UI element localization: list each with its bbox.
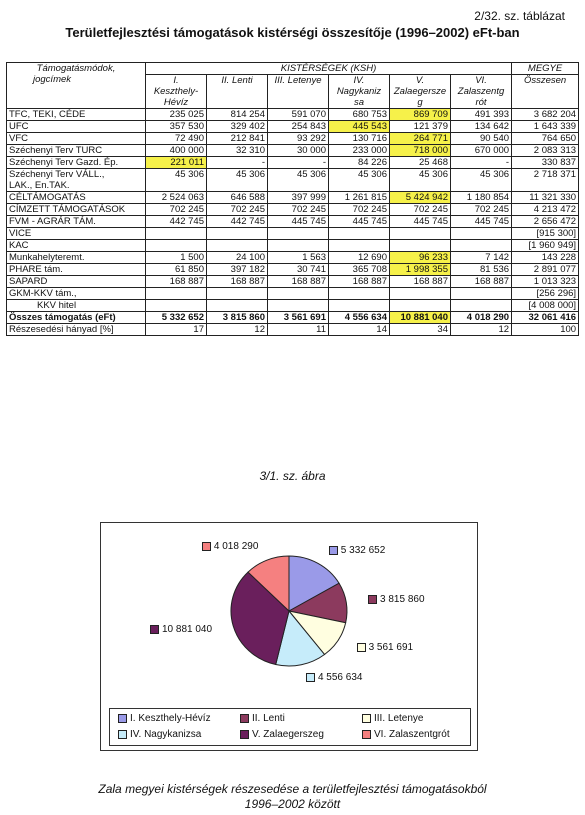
table-cell: 445 745 — [329, 216, 390, 228]
table-cell: 702 245 — [268, 204, 329, 216]
table-cell: 235 025 — [146, 109, 207, 121]
table-row — [7, 324, 579, 336]
table-cell: 134 642 — [451, 121, 512, 133]
table-cell: 32 061 416 — [512, 312, 579, 324]
table-cell: 212 841 — [207, 133, 268, 145]
table-cell: 1 013 323 — [512, 276, 579, 288]
column-header-line — [207, 86, 268, 97]
table-cell: 233 000 — [329, 145, 390, 157]
legend-item — [240, 729, 324, 740]
table-cell: 4 556 634 — [329, 312, 390, 324]
table-cell: 12 — [207, 324, 268, 336]
pie-chart — [100, 522, 478, 751]
row-label-text: GKM-KKV tám., — [9, 288, 77, 299]
table-row — [7, 145, 579, 157]
table-cell: - — [451, 157, 512, 169]
table-cell: 2 524 063 — [146, 192, 207, 204]
row-label — [7, 312, 146, 324]
table-row — [7, 192, 579, 204]
table-cell: 4 213 472 — [512, 204, 579, 216]
row-label — [7, 300, 146, 312]
table-cell: 221 011 — [146, 157, 207, 169]
table-row — [7, 216, 579, 228]
table-cell: 3 561 691 — [268, 312, 329, 324]
legend-item — [240, 713, 285, 724]
column-header-line — [512, 86, 579, 97]
table-cell — [390, 288, 451, 300]
table-cell: 400 000 — [146, 145, 207, 157]
row-label-text: SAPARD — [9, 276, 48, 287]
table-cell: 397 999 — [268, 192, 329, 204]
table-cell — [268, 288, 329, 300]
row-label — [7, 169, 146, 192]
table-row — [7, 121, 579, 133]
table-cell: 72 490 — [146, 133, 207, 145]
legend-item — [362, 713, 423, 724]
column-header-line — [512, 97, 579, 109]
table-cell: 34 — [390, 324, 451, 336]
row-label — [7, 264, 146, 276]
group-header: KISTÉRSÉGEK (KSH) — [146, 63, 512, 75]
table-cell: 1 180 854 — [451, 192, 512, 204]
table-cell: 84 226 — [329, 157, 390, 169]
table-cell: 45 306 — [329, 169, 390, 192]
bottom-caption-line-1: Zala megyei kistérségek részesedése a területfejlesztési támogatásokból — [98, 782, 487, 796]
table-cell: 3 815 860 — [207, 312, 268, 324]
table-cell: 45 306 — [390, 169, 451, 192]
table-row — [7, 109, 579, 121]
pie-data-label-text: 4 556 634 — [317, 672, 363, 684]
column-header-line: V. — [390, 75, 451, 87]
table-cell: 702 245 — [390, 204, 451, 216]
pie-svg — [101, 523, 477, 703]
table-cell — [451, 300, 512, 312]
table-cell: 81 536 — [451, 264, 512, 276]
table-row — [7, 240, 579, 252]
table-cell: 670 000 — [451, 145, 512, 157]
row-label — [7, 252, 146, 264]
table-row — [7, 312, 579, 324]
legend-label: IV. Nagykanizsa — [130, 729, 202, 740]
column-header-line: VI. — [451, 75, 512, 87]
legend-item — [118, 713, 211, 724]
table-cell: 11 — [268, 324, 329, 336]
table-cell: 330 837 — [512, 157, 579, 169]
label-swatch — [202, 542, 211, 551]
table-cell — [146, 240, 207, 252]
pie-data-label — [329, 545, 386, 556]
table-row — [7, 288, 579, 300]
table-cell: 3 682 204 — [512, 109, 579, 121]
table-cell: 445 745 — [451, 216, 512, 228]
table-cell: 442 745 — [207, 216, 268, 228]
table-cell: 2 718 371 — [512, 169, 579, 192]
table-cell: 100 — [512, 324, 579, 336]
table-cell: 11 321 330 — [512, 192, 579, 204]
table-cell: [1 960 949] — [512, 240, 579, 252]
table-row — [7, 264, 579, 276]
head-label-line-2: jogcímek — [33, 74, 72, 85]
table-cell — [451, 228, 512, 240]
column-header-line: Keszthely- — [146, 86, 207, 97]
pie-data-label-text: 5 332 652 — [340, 545, 386, 557]
table-cell: 491 393 — [451, 109, 512, 121]
row-label — [7, 288, 146, 300]
table-cell: 365 708 — [329, 264, 390, 276]
legend-label: VI. Zalaszentgrót — [374, 729, 450, 740]
table-cell: 45 306 — [207, 169, 268, 192]
table-cell: 2 656 472 — [512, 216, 579, 228]
table-cell — [268, 228, 329, 240]
table-cell: 869 709 — [390, 109, 451, 121]
table-cell: 814 254 — [207, 109, 268, 121]
table-cell — [207, 288, 268, 300]
table-cell: 264 771 — [390, 133, 451, 145]
chart-legend — [109, 708, 471, 746]
table-cell: 121 379 — [390, 121, 451, 133]
pie-data-label-text: 4 018 290 — [213, 541, 259, 553]
row-label — [7, 192, 146, 204]
label-swatch — [368, 595, 377, 604]
label-swatch — [357, 643, 366, 652]
pie-data-label-text: 10 881 040 — [161, 623, 213, 635]
table-row — [7, 252, 579, 264]
table-cell: 357 530 — [146, 121, 207, 133]
column-header-line: Nagykaniz — [329, 86, 390, 97]
table-cell: 143 228 — [512, 252, 579, 264]
table-row — [7, 169, 579, 192]
head-label-line-1: Támogatásmódok, — [36, 63, 116, 74]
table-cell: 702 245 — [146, 204, 207, 216]
legend-item — [118, 729, 201, 740]
megye-header: MEGYE — [512, 63, 579, 75]
table-cell: 702 245 — [207, 204, 268, 216]
table-cell — [451, 240, 512, 252]
row-label — [7, 133, 146, 145]
legend-swatch — [362, 714, 371, 723]
column-header-line: III. Letenye — [268, 75, 329, 87]
table-cell: 168 887 — [146, 276, 207, 288]
label-swatch — [150, 625, 159, 634]
row-label — [7, 204, 146, 216]
row-label — [7, 145, 146, 157]
table-head-label — [7, 63, 146, 109]
table-cell: 61 850 — [146, 264, 207, 276]
table-row — [7, 133, 579, 145]
table-cell: 45 306 — [146, 169, 207, 192]
column-header-line: g — [390, 97, 451, 109]
pie-data-label — [150, 624, 212, 635]
table-cell: 5 332 652 — [146, 312, 207, 324]
legend-label: II. Lenti — [252, 713, 285, 724]
table-cell: 1 643 339 — [512, 121, 579, 133]
column-header-line — [268, 97, 329, 109]
legend-swatch — [240, 730, 249, 739]
legend-swatch — [118, 730, 127, 739]
row-label-text: TFC, TEKI, CÉDE — [9, 109, 86, 120]
legend-swatch — [362, 730, 371, 739]
column-header-line: Zalaszentg — [451, 86, 512, 97]
column-header-line: II. Lenti — [207, 75, 268, 87]
table-cell: 254 843 — [268, 121, 329, 133]
table-cell: 7 142 — [451, 252, 512, 264]
row-label — [7, 276, 146, 288]
table-cell: 397 182 — [207, 264, 268, 276]
table-cell: 1 261 815 — [329, 192, 390, 204]
summary-table — [6, 62, 579, 336]
table-cell: 12 — [451, 324, 512, 336]
table-cell: 168 887 — [268, 276, 329, 288]
page-title: Területfejlesztési támogatások kistérségi összesítője (1996–2002) eFt-ban — [65, 25, 520, 40]
table-cell: 168 887 — [329, 276, 390, 288]
row-label — [7, 324, 146, 336]
table-cell — [329, 228, 390, 240]
row-label — [7, 228, 146, 240]
column-header-line — [207, 97, 268, 109]
table-cell — [146, 228, 207, 240]
table-cell: - — [268, 157, 329, 169]
row-label-text: CÉLTÁMOGATÁS — [9, 192, 86, 203]
pie-data-label-text: 3 815 860 — [380, 594, 425, 606]
pie-data-label — [357, 642, 414, 653]
table-cell: 702 245 — [451, 204, 512, 216]
row-label-text: KAC — [9, 240, 29, 251]
row-label-text: FVM - AGRÁR TÁM. — [9, 216, 96, 227]
column-header-line: rót — [451, 97, 512, 109]
table-cell: 1 500 — [146, 252, 207, 264]
table-cell — [207, 300, 268, 312]
legend-swatch — [118, 714, 127, 723]
table-cell: 130 716 — [329, 133, 390, 145]
bottom-caption-line-2: 1996–2002 között — [244, 797, 341, 811]
table-cell: 445 543 — [329, 121, 390, 133]
table-cell — [268, 240, 329, 252]
table-cell: 445 745 — [390, 216, 451, 228]
table-cell: 646 588 — [207, 192, 268, 204]
pie-data-label — [368, 594, 425, 605]
table-row — [7, 276, 579, 288]
row-label-text: UFC — [9, 121, 29, 132]
table-cell: 12 690 — [329, 252, 390, 264]
table-cell: 17 — [146, 324, 207, 336]
table-cell: 4 018 290 — [451, 312, 512, 324]
column-header-line: I. — [146, 75, 207, 87]
table-cell — [451, 288, 512, 300]
table-cell: 10 881 040 — [390, 312, 451, 324]
row-label-text: PHARE tám. — [9, 264, 63, 275]
table-cell: 93 292 — [268, 133, 329, 145]
table-row — [7, 157, 579, 169]
table-cell — [390, 240, 451, 252]
table-cell: - — [207, 157, 268, 169]
pie-data-label — [202, 541, 259, 552]
pie-data-label-text: 3 561 691 — [368, 641, 414, 653]
table-cell: 30 000 — [268, 145, 329, 157]
row-label-text: Munkahelyteremt. — [9, 252, 85, 263]
table-cell: [256 296] — [512, 288, 579, 300]
table-cell — [390, 300, 451, 312]
table-cell — [268, 300, 329, 312]
table-row — [7, 228, 579, 240]
column-header-line: Hévíz — [146, 97, 207, 109]
table-cell — [329, 240, 390, 252]
table-cell: 445 745 — [268, 216, 329, 228]
table-cell — [207, 240, 268, 252]
table-cell: 45 306 — [268, 169, 329, 192]
column-header-line: IV. — [329, 75, 390, 87]
table-cell: 1 563 — [268, 252, 329, 264]
bottom-caption — [0, 782, 585, 812]
table-cell: 25 468 — [390, 157, 451, 169]
row-label — [7, 121, 146, 133]
table-cell: 30 741 — [268, 264, 329, 276]
row-label-text: Széchenyi Terv TURC — [9, 145, 103, 156]
table-cell: 1 998 355 — [390, 264, 451, 276]
row-label — [7, 109, 146, 121]
table-cell: 45 306 — [451, 169, 512, 192]
table-row — [7, 300, 579, 312]
table-ref: 2/32. sz. táblázat — [474, 9, 565, 23]
column-header-line: Zalaegersze — [390, 86, 451, 97]
table-cell: 168 887 — [207, 276, 268, 288]
table-row — [7, 204, 579, 216]
legend-item — [362, 729, 450, 740]
column-header-line — [268, 86, 329, 97]
table-cell: [4 008 000] — [512, 300, 579, 312]
row-label-text: Részesedési hányad [%] — [9, 324, 114, 335]
row-label — [7, 216, 146, 228]
row-label-text: Összes támogatás (eFt) — [9, 312, 116, 323]
row-label — [7, 157, 146, 169]
table-cell: 591 070 — [268, 109, 329, 121]
table-cell — [207, 228, 268, 240]
row-label-text: Széchenyi Terv VÁLL., — [9, 169, 105, 180]
table-cell: 90 540 — [451, 133, 512, 145]
row-label-text: KKV hitel — [37, 300, 77, 311]
table-cell: [915 300] — [512, 228, 579, 240]
row-label-text: VICE — [9, 228, 32, 239]
legend-label: III. Letenye — [374, 713, 424, 724]
table-cell: 168 887 — [451, 276, 512, 288]
table-cell: 680 753 — [329, 109, 390, 121]
column-header-line: Összesen — [512, 75, 579, 87]
row-label-text: CÍMZETT TÁMOGATÁSOK — [9, 204, 126, 215]
table-cell: 329 402 — [207, 121, 268, 133]
row-label-text-2: LAK., En.TAK. — [9, 180, 70, 191]
table-cell: 14 — [329, 324, 390, 336]
table-cell: 718 000 — [390, 145, 451, 157]
figure-caption: 3/1. sz. ábra — [259, 469, 326, 483]
table-cell: 702 245 — [329, 204, 390, 216]
table-cell — [329, 288, 390, 300]
table-cell: 2 083 313 — [512, 145, 579, 157]
table-cell — [146, 300, 207, 312]
legend-label: I. Keszthely-Hévíz — [130, 713, 211, 724]
table-cell: 32 310 — [207, 145, 268, 157]
label-swatch — [329, 546, 338, 555]
table-cell: 96 233 — [390, 252, 451, 264]
table-cell — [329, 300, 390, 312]
table-cell: 442 745 — [146, 216, 207, 228]
table-cell: 5 424 942 — [390, 192, 451, 204]
table-cell — [146, 288, 207, 300]
row-label-text: VFC — [9, 133, 28, 144]
row-label — [7, 240, 146, 252]
pie-data-label — [306, 672, 363, 683]
table-cell: 764 650 — [512, 133, 579, 145]
table-cell: 2 891 077 — [512, 264, 579, 276]
table-cell: 24 100 — [207, 252, 268, 264]
table-cell: 168 887 — [390, 276, 451, 288]
legend-swatch — [240, 714, 249, 723]
table-cell — [390, 228, 451, 240]
legend-label: V. Zalaegerszeg — [252, 729, 324, 740]
label-swatch — [306, 673, 315, 682]
row-label-text: Széchenyi Terv Gazd. Ép. — [9, 157, 119, 168]
column-header-line: sa — [329, 97, 390, 109]
